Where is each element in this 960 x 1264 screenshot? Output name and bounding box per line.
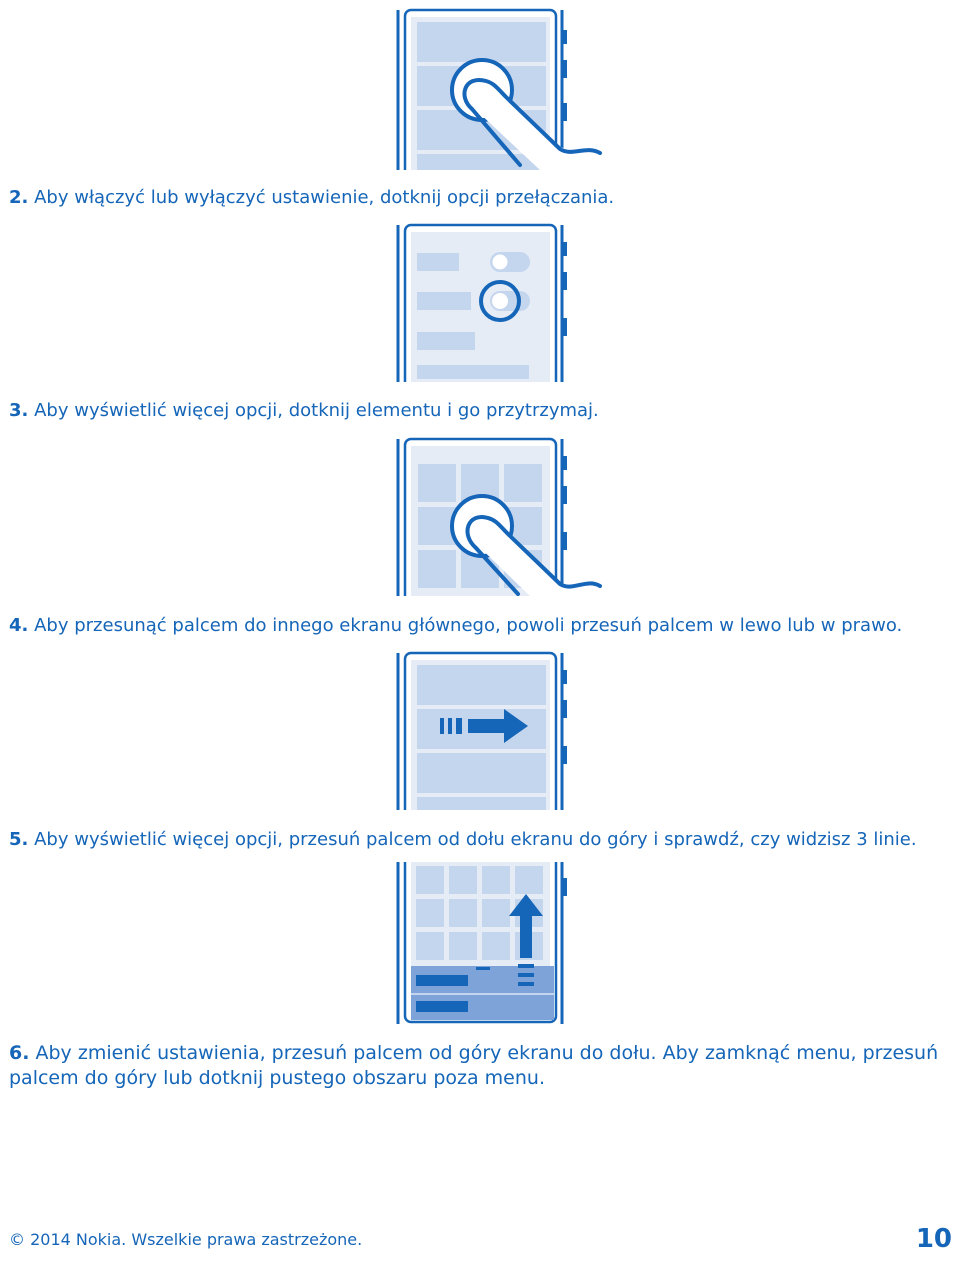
- step-number: 2.: [9, 187, 29, 208]
- step-2: [9, 185, 954, 210]
- swipe-up-icon: [390, 862, 610, 1024]
- step-number: 3.: [9, 400, 29, 421]
- swipe-right-icon: [390, 648, 610, 810]
- page-number: 10: [915, 1224, 952, 1254]
- phone-illustration-toggle: [390, 220, 610, 382]
- step-number: 4.: [9, 615, 29, 636]
- step-6: [9, 1041, 954, 1091]
- tap-and-hold-icon: [390, 434, 610, 596]
- step-text: Aby przesunąć palcem do innego ekranu głównego, powoli przesuń palcem w lewo lub w prawo.: [34, 615, 903, 636]
- step-3: [9, 398, 954, 423]
- phone-illustration-hold: [390, 434, 610, 596]
- step-number: 6.: [9, 1042, 30, 1064]
- tap-gesture-icon: [390, 5, 610, 170]
- phone-illustration-swipe-up: [390, 862, 610, 1024]
- phone-illustration-swipe-right: [390, 648, 610, 810]
- step-text: Aby wyświetlić więcej opcji, przesuń palcem od dołu ekranu do góry i sprawdź, czy widzisz 3 linie.: [34, 829, 917, 850]
- step-text: Aby włączyć lub wyłączyć ustawienie, dotknij opcji przełączania.: [34, 187, 615, 208]
- toggle-switch-icon: [390, 220, 610, 382]
- footer-copyright: © 2014 Nokia. Wszelkie prawa zastrzeżone.: [9, 1230, 363, 1249]
- step-text: Aby wyświetlić więcej opcji, dotknij elementu i go przytrzymaj.: [34, 400, 599, 421]
- step-text: Aby zmienić ustawienia, przesuń palcem od góry ekranu do dołu. Aby zamknąć menu, przesuń palcem do góry lub dotknij pustego obszaru poza menu.: [9, 1042, 939, 1089]
- step-5: [9, 827, 954, 852]
- step-number: 5.: [9, 829, 29, 850]
- phone-illustration-tap: [390, 5, 610, 170]
- step-4: [9, 613, 954, 638]
